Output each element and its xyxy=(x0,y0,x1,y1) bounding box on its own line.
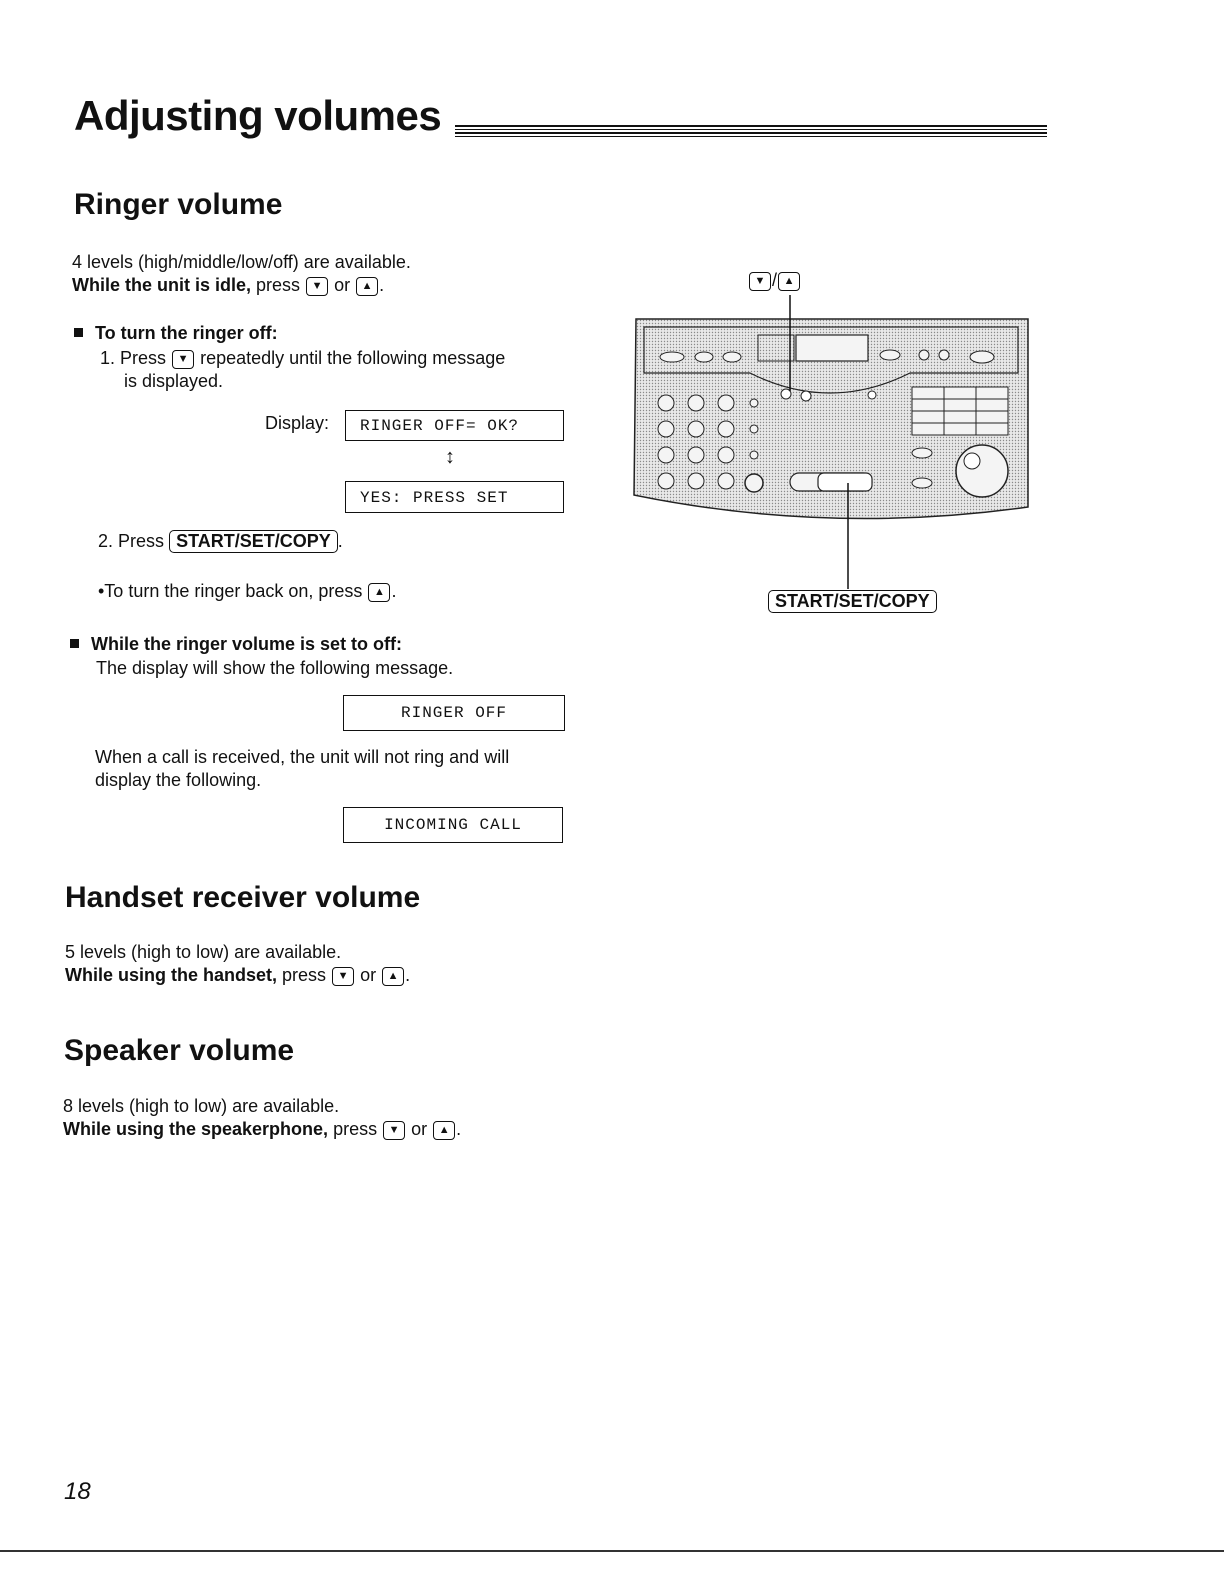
up-key-icon: ▲ xyxy=(368,583,390,602)
page-number: 18 xyxy=(64,1478,91,1505)
volume-keys-callout: ▼ / ▲ xyxy=(748,270,801,291)
handset-volume-heading: Handset receiver volume xyxy=(65,881,421,914)
alternating-arrow-icon: ↕ xyxy=(445,446,455,468)
ringer-off-heading: While the ringer volume is set to off: xyxy=(70,633,402,656)
square-bullet-icon xyxy=(70,639,79,648)
down-key-icon: ▼ xyxy=(383,1121,405,1140)
speaker-instruction: While using the speakerphone, press ▼ or ▲ . xyxy=(63,1119,462,1139)
page-title: Adjusting volumes xyxy=(74,92,442,139)
square-bullet-icon xyxy=(74,328,83,337)
down-key-icon: ▼ xyxy=(332,967,354,986)
step2-line: 2. Press START/SET/COPY . xyxy=(98,531,343,551)
up-key-icon: ▲ xyxy=(356,277,378,296)
fax-panel-illustration xyxy=(630,295,1030,595)
lcd-yes-press-set: YES: PRESS SET xyxy=(345,481,564,513)
lcd-ringer-off: RINGER OFF xyxy=(343,695,565,731)
step1-line2: is displayed. xyxy=(124,371,224,391)
turn-off-heading: To turn the ringer off: xyxy=(74,322,278,345)
ringer-volume-heading: Ringer volume xyxy=(74,188,283,221)
up-key-icon: ▲ xyxy=(778,272,800,291)
incoming-desc-line2: display the following. xyxy=(95,770,262,790)
start-set-copy-key: START/SET/COPY xyxy=(169,530,338,553)
display-label: Display: xyxy=(265,413,330,433)
down-key-icon: ▼ xyxy=(172,350,194,369)
up-key-icon: ▲ xyxy=(382,967,404,986)
ringer-idle-bold: While the unit is idle, xyxy=(72,275,252,295)
ringer-idle-instruction: While the unit is idle, press ▼ or ▲ . xyxy=(72,275,385,295)
illustration-start-label xyxy=(768,590,937,613)
ringer-off-desc: The display will show the following message. xyxy=(96,658,454,678)
ringer-back-on-note: •To turn the ringer back on, press ▲ . xyxy=(98,581,397,601)
lcd-ringer-off-ok: RINGER OFF= OK? xyxy=(345,410,564,441)
title-rule xyxy=(455,125,1047,137)
speaker-levels-text: 8 levels (high to low) are available. xyxy=(63,1096,340,1116)
step1-line1: 1. Press ▼ repeatedly until the following message xyxy=(100,348,506,368)
bottom-rule xyxy=(0,1550,1224,1552)
down-key-icon: ▼ xyxy=(749,272,771,291)
handset-levels-text: 5 levels (high to low) are available. xyxy=(65,942,342,962)
ringer-levels-text: 4 levels (high/middle/low/off) are available. xyxy=(72,252,411,272)
start-set-copy-key: START/SET/COPY xyxy=(768,590,937,613)
or-text: or xyxy=(334,275,351,295)
handset-instruction: While using the handset, press ▼ or ▲ . xyxy=(65,965,411,985)
down-key-icon: ▼ xyxy=(306,277,328,296)
press-text: press xyxy=(256,275,301,295)
up-key-icon: ▲ xyxy=(433,1121,455,1140)
lcd-incoming-call: INCOMING CALL xyxy=(343,807,563,843)
incoming-desc-line1: When a call is received, the unit will not ring and will xyxy=(95,747,510,767)
speaker-volume-heading: Speaker volume xyxy=(64,1034,295,1067)
